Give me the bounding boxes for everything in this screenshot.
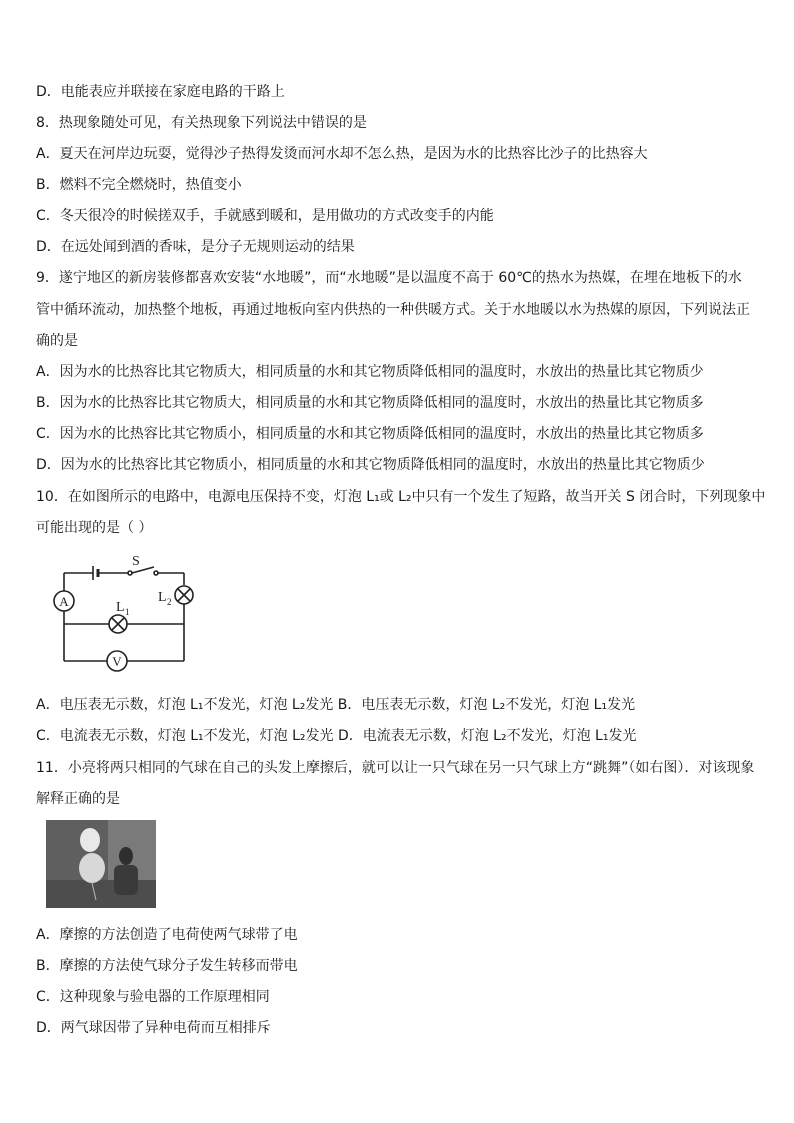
q9-option-d: D．因为水的比热容比其它物质小，相同质量的水和其它物质降低相同的温度时，水放出的热量比其它物质少 bbox=[36, 457, 705, 473]
balloon-upper bbox=[80, 828, 100, 852]
switch-label: S bbox=[132, 555, 140, 569]
switch-contact-right bbox=[154, 571, 158, 575]
q9-option-a: A．因为水的比热容比其它物质大，相同质量的水和其它物质降低相同的温度时，水放出的热量比其它物质少 bbox=[36, 364, 704, 380]
q8-option-c: C．冬天很冷的时候搓双手，手就感到暖和，是用做功的方式改变手的内能 bbox=[36, 208, 494, 224]
q11-option-b: B．摩擦的方法使气球分子发生转移而带电 bbox=[36, 958, 298, 974]
balloon-photo bbox=[46, 820, 156, 908]
q10-options-ab: A．电压表无示数，灯泡 L₁不发光，灯泡 L₂发光 B．电压表无示数，灯泡 L₂不发光，灯泡 L₁发光 bbox=[36, 697, 636, 713]
q8-option-a: A．夏天在河岸边玩耍，觉得沙子热得发烫而河水却不怎么热，是因为水的比热容比沙子的比热容大 bbox=[36, 146, 648, 162]
q10-options-cd: C．电流表无示数，灯泡 L₁不发光，灯泡 L₂发光 D．电流表无示数，灯泡 L₂不发光，灯泡 L₁发光 bbox=[36, 728, 637, 744]
q11-stem-line1: 11．小亮将两只相同的气球在自己的头发上摩擦后，就可以让一只气球在另一只气球上方“跳舞”（如右图）．对该现象 bbox=[36, 760, 755, 776]
q9-stem-line1: 9．遂宁地区的新房装修都喜欢安装“水地暖”，而“水地暖”是以温度不高于 60℃的热水为热媒，在埋在地板下的水 bbox=[36, 270, 742, 286]
person-head bbox=[119, 847, 133, 865]
q11-option-d: D．两气球因带了异种电荷而互相排斥 bbox=[36, 1020, 271, 1036]
circuit-diagram bbox=[46, 555, 206, 677]
q8-stem: 8．热现象随处可见，有关热现象下列说法中错误的是 bbox=[36, 115, 367, 131]
q11-stem-line2: 解释正确的是 bbox=[36, 791, 120, 807]
q8-option-d: D．在远处闻到酒的香味，是分子无规则运动的结果 bbox=[36, 239, 355, 255]
q7-option-d: D．电能表应并联接在家庭电路的干路上 bbox=[36, 84, 285, 100]
q11-option-c: C．这种现象与验电器的工作原理相同 bbox=[36, 989, 270, 1005]
lamp2-label: L bbox=[158, 590, 167, 605]
balloon-photo-drawing bbox=[46, 820, 156, 908]
q11-option-a: A．摩擦的方法创造了电荷使两气球带了电 bbox=[36, 927, 298, 943]
ammeter-label: A bbox=[59, 594, 69, 609]
q9-stem-line2: 管中循环流动，加热整个地板，再通过地板向室内供热的一种供暖方式。关于水地暖以水为热媒的原因，下列说法正 bbox=[36, 302, 750, 318]
lamp2-subscript: 2 bbox=[167, 597, 172, 607]
q9-stem-line3: 确的是 bbox=[36, 333, 78, 349]
q8-option-b: B．燃料不完全燃烧时，热值变小 bbox=[36, 177, 242, 193]
balloon-lower bbox=[79, 853, 105, 883]
lamp1-subscript: 1 bbox=[125, 607, 130, 617]
voltmeter-label: V bbox=[112, 654, 122, 669]
switch-contact-left bbox=[128, 571, 132, 575]
q10-stem-line1: 10．在如图所示的电路中，电源电压保持不变，灯泡 L₁或 L₂中只有一个发生了短路，故当开关 S 闭合时，下列现象中 bbox=[36, 489, 766, 505]
lamp1-label: L bbox=[116, 600, 125, 615]
q9-option-c: C．因为水的比热容比其它物质小，相同质量的水和其它物质降低相同的温度时，水放出的热量比其它物质多 bbox=[36, 426, 704, 442]
q9-option-b: B．因为水的比热容比其它物质大，相同质量的水和其它物质降低相同的温度时，水放出的热量比其它物质多 bbox=[36, 395, 704, 411]
person-body bbox=[114, 865, 138, 895]
q10-stem-line2: 可能出现的是（ ） bbox=[36, 520, 153, 536]
